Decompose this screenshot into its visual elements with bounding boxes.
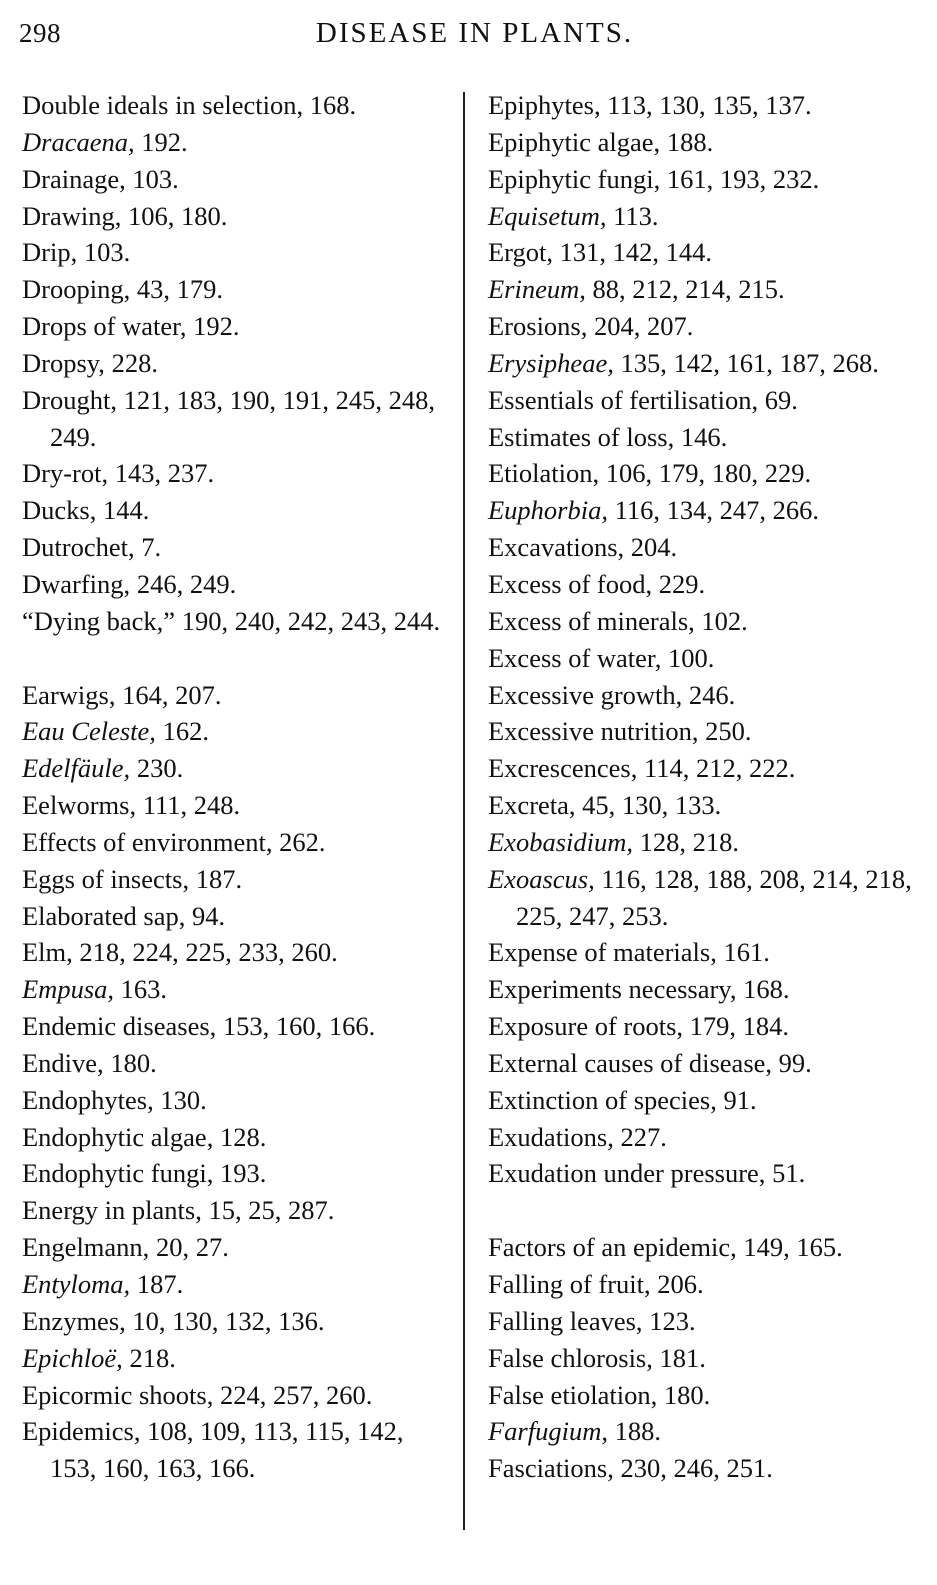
- index-entry: [488, 971, 918, 1008]
- index-column-right: [488, 87, 918, 1487]
- index-term: Exposure of roots,: [488, 1011, 684, 1042]
- index-term: Epiphytic fungi,: [488, 163, 661, 194]
- index-entry: [22, 713, 452, 750]
- index-term: Dropsy,: [22, 347, 105, 378]
- index-page-refs: 230, 246, 251.: [620, 1453, 773, 1484]
- index-page-refs: 187.: [136, 1269, 184, 1299]
- index-term: Endemic diseases,: [22, 1011, 217, 1042]
- index-entry: [22, 787, 452, 824]
- index-page-refs: 192.: [193, 311, 240, 342]
- index-term: Erosions,: [488, 311, 588, 342]
- index-page-refs: 192.: [141, 126, 188, 157]
- index-term: Excess of food,: [488, 568, 653, 599]
- index-entry: [22, 1413, 452, 1487]
- index-page-refs: 224, 257, 260.: [220, 1379, 373, 1410]
- index-page-refs: 143, 237.: [114, 458, 215, 489]
- index-term: Epiphytic algae,: [488, 126, 661, 157]
- index-term: Expense of materials,: [488, 937, 717, 968]
- index-term: Epiphytes,: [488, 90, 601, 120]
- index-term: Edelfäule,: [22, 753, 131, 784]
- index-entry: [488, 861, 918, 935]
- index-entry: [22, 161, 452, 198]
- index-entry: [22, 677, 452, 714]
- index-term: Ducks,: [22, 495, 97, 526]
- index-term: Dwarfing,: [22, 568, 131, 599]
- index-page-refs: 94.: [191, 900, 226, 931]
- index-entry: [488, 1340, 918, 1377]
- index-term: Equisetum,: [488, 200, 607, 231]
- index-page-refs: 250.: [705, 716, 752, 747]
- index-term: Elaborated sap,: [22, 900, 186, 931]
- index-page-refs: 193.: [220, 1158, 267, 1189]
- index-entry: [488, 677, 918, 714]
- index-term: Falling leaves,: [488, 1305, 643, 1336]
- index-entry: [22, 1008, 452, 1045]
- index-page-refs: 181.: [659, 1342, 706, 1373]
- index-page-refs: 180.: [663, 1379, 711, 1410]
- index-term: Etiolation,: [488, 458, 600, 489]
- index-page-refs: 114, 212, 222.: [643, 753, 796, 784]
- index-entry: [488, 124, 918, 161]
- index-entry: [488, 1450, 918, 1487]
- index-term: Endophytic fungi,: [22, 1158, 214, 1189]
- index-entry: [22, 1045, 452, 1082]
- index-page-refs: 116, 134, 247, 266.: [614, 495, 820, 526]
- index-term: Endophytic algae,: [22, 1121, 214, 1152]
- index-page-refs: 131, 142, 144.: [559, 237, 713, 268]
- index-term: Entyloma,: [22, 1269, 131, 1299]
- index-term: False chlorosis,: [488, 1342, 653, 1373]
- index-page-refs: 228.: [111, 347, 158, 378]
- index-term: Experiments necessary,: [488, 974, 737, 1005]
- index-page-refs: 102.: [701, 605, 748, 636]
- index-term: Dutrochet,: [22, 532, 135, 563]
- index-page-refs: 130.: [160, 1084, 207, 1115]
- index-term: Epicormic shoots,: [22, 1379, 214, 1410]
- index-term: Endive,: [22, 1047, 104, 1078]
- index-term: Eggs of insects,: [22, 863, 190, 894]
- index-term: Eelworms,: [22, 790, 137, 821]
- index-entry: [22, 1377, 452, 1414]
- index-term: Factors of an epidemic,: [488, 1232, 737, 1263]
- index-page-refs: 227.: [620, 1121, 667, 1152]
- index-term: Double ideals in selection,: [22, 90, 304, 120]
- index-page-refs: 10, 130, 132, 136.: [132, 1305, 325, 1336]
- index-entry: [488, 824, 918, 861]
- index-entry: [22, 750, 452, 787]
- index-page-refs: 106, 179, 180, 229.: [605, 458, 812, 489]
- index-entry: [22, 382, 452, 456]
- index-entry: [488, 713, 918, 750]
- index-page-refs: 99.: [778, 1047, 812, 1078]
- index-term: Drooping,: [22, 274, 131, 305]
- index-page-refs: 106, 180.: [127, 200, 228, 231]
- index-entry: [22, 824, 452, 861]
- index-term: Estimates of loss,: [488, 421, 675, 452]
- index-page-refs: 262.: [279, 826, 326, 857]
- index-term: False etiolation,: [488, 1379, 658, 1410]
- index-entry: [488, 87, 918, 124]
- index-entry: [488, 603, 918, 640]
- column-divider: [463, 92, 465, 1530]
- index-page-refs: 103.: [132, 163, 179, 194]
- index-page-refs: 123.: [649, 1305, 696, 1336]
- index-entry: [488, 455, 918, 492]
- index-term: Excavations,: [488, 532, 625, 563]
- index-term: Eau Celeste,: [22, 716, 156, 747]
- index-term: External causes of disease,: [488, 1047, 773, 1078]
- index-page-refs: 187.: [195, 863, 243, 894]
- index-entry: [22, 345, 452, 382]
- index-entry: [22, 308, 452, 345]
- index-page-refs: 188.: [666, 126, 714, 157]
- index-entry: [22, 1303, 452, 1340]
- index-page-refs: 162.: [162, 716, 209, 747]
- index-entry: [488, 419, 918, 456]
- index-entry: [488, 1303, 918, 1340]
- index-entry: [22, 271, 452, 308]
- index-entry: [488, 1266, 918, 1303]
- index-entry: [22, 492, 452, 529]
- index-term: Energy in plants,: [22, 1195, 202, 1226]
- index-entry: [22, 1082, 452, 1119]
- index-page-refs: 111, 248.: [142, 790, 241, 821]
- index-page-refs: 45, 130, 133.: [582, 790, 722, 821]
- index-page-refs: 218, 224, 225, 233, 260.: [79, 937, 338, 968]
- index-entry: [22, 87, 452, 124]
- index-entry: [22, 1340, 452, 1377]
- index-page-refs: 7.: [141, 532, 162, 563]
- index-entry: [488, 345, 918, 382]
- index-page-refs: 164, 207.: [122, 679, 222, 710]
- index-page-refs: 180.: [110, 1047, 157, 1078]
- index-term: Essentials of fertilisation,: [488, 384, 759, 415]
- index-term: Falling of fruit,: [488, 1269, 651, 1299]
- index-term: Excess of minerals,: [488, 605, 695, 636]
- index-page-refs: 121, 183, 190, 191, 245, 248, 249.: [50, 384, 435, 452]
- index-term: Engelmann,: [22, 1232, 150, 1263]
- index-entry: [488, 750, 918, 787]
- page-number: 298: [19, 18, 61, 48]
- index-term: Euphorbia,: [488, 495, 608, 526]
- index-entry: [488, 1008, 918, 1045]
- index-term: Exobasidium,: [488, 826, 633, 857]
- index-term: Drought,: [22, 384, 117, 415]
- index-page-refs: 91.: [723, 1084, 757, 1115]
- index-entry: [488, 1082, 918, 1119]
- index-page-refs: 88, 212, 214, 215.: [592, 274, 785, 305]
- index-term: Effects of environment,: [22, 826, 273, 857]
- index-term: Empusa,: [22, 974, 115, 1005]
- index-entry: [488, 492, 918, 529]
- index-page-refs: 113, 130, 135, 137.: [607, 90, 812, 120]
- index-entry: [22, 934, 452, 971]
- index-page-refs: 103.: [83, 237, 131, 268]
- index-entry: [488, 1377, 918, 1414]
- index-term: Endophytes,: [22, 1084, 154, 1115]
- index-page-refs: 218.: [129, 1342, 176, 1373]
- index-page-refs: 116, 128, 188, 208, 214, 218, 225, 247, 253.: [516, 863, 912, 931]
- index-page-refs: 69.: [764, 384, 798, 415]
- index-entry: [22, 603, 452, 640]
- index-term: Enzymes,: [22, 1305, 126, 1336]
- index-page-refs: 179, 184.: [689, 1011, 790, 1042]
- index-entry: [488, 529, 918, 566]
- index-entry: [22, 566, 452, 603]
- index-entry: [488, 787, 918, 824]
- index-page-refs: 161, 193, 232.: [666, 163, 820, 194]
- index-term: Exudations,: [488, 1121, 614, 1152]
- index-page-refs: 128, 218.: [639, 826, 739, 857]
- index-entry: [488, 1229, 918, 1266]
- index-entry: [22, 1192, 452, 1229]
- index-page-refs: 190, 240, 242, 243, 244.: [181, 605, 441, 636]
- index-page-refs: 43, 179.: [136, 274, 223, 305]
- index-page-refs: 161.: [723, 937, 770, 968]
- index-term: Extinction of species,: [488, 1084, 717, 1115]
- index-page-refs: 15, 25, 287.: [208, 1195, 335, 1226]
- index-entry: [22, 529, 452, 566]
- index-term: Drip,: [22, 237, 78, 268]
- index-term: “Dying back,”: [22, 605, 176, 636]
- index-term: Drawing,: [22, 200, 122, 231]
- index-entry: [22, 1266, 452, 1303]
- index-entry: [22, 198, 452, 235]
- index-term: Earwigs,: [22, 679, 116, 710]
- index-entry: [22, 971, 452, 1008]
- index-term: Ergot,: [488, 237, 554, 268]
- index-page-refs: 168.: [743, 974, 790, 1005]
- index-entry: [22, 861, 452, 898]
- index-term: Dry-rot,: [22, 458, 109, 489]
- index-page-refs: 100.: [667, 642, 715, 673]
- index-entry: [488, 1155, 918, 1192]
- index-entry: [488, 934, 918, 971]
- index-page-refs: 128.: [219, 1121, 267, 1152]
- index-page-refs: 206.: [657, 1269, 704, 1299]
- index-term: Excessive growth,: [488, 679, 683, 710]
- index-page-refs: 188.: [614, 1416, 661, 1447]
- index-term: Excrescences,: [488, 753, 638, 784]
- index-term: Drops of water,: [22, 311, 187, 342]
- index-entry: [488, 161, 918, 198]
- index-entry: [488, 308, 918, 345]
- index-entry: [488, 1119, 918, 1156]
- index-term: Epidemics,: [22, 1416, 141, 1447]
- index-entry: [488, 640, 918, 677]
- index-page-refs: 108, 109, 113, 115, 142, 153, 160, 163, 166.: [50, 1416, 404, 1484]
- index-page-refs: 113.: [613, 200, 659, 231]
- index-term: Excessive nutrition,: [488, 716, 699, 747]
- index-entry: [488, 382, 918, 419]
- index-page-refs: 168.: [309, 90, 357, 120]
- index-term: Epichloë,: [22, 1342, 123, 1373]
- index-page-refs: 246, 249.: [136, 568, 237, 599]
- index-entry: [22, 234, 452, 271]
- index-page-refs: 229.: [658, 568, 706, 599]
- index-term: Erysipheae,: [488, 347, 614, 378]
- index-term: Excess of water,: [488, 642, 662, 673]
- index-page-refs: 149, 165.: [743, 1232, 843, 1263]
- index-page-refs: 135, 142, 161, 187, 268.: [620, 347, 879, 378]
- index-entry: [22, 898, 452, 935]
- index-page-refs: 230.: [136, 753, 184, 784]
- index-term: Drainage,: [22, 163, 126, 194]
- index-term: Elm,: [22, 937, 73, 968]
- index-entry: [22, 124, 452, 161]
- index-entry: [488, 198, 918, 235]
- index-term: Erineum,: [488, 274, 586, 305]
- index-entry: [22, 1119, 452, 1156]
- index-page-refs: 204, 207.: [594, 311, 694, 342]
- index-term: Fasciations,: [488, 1453, 614, 1484]
- index-entry: [22, 1155, 452, 1192]
- index-term: Exudation under pressure,: [488, 1158, 766, 1189]
- index-term: Exoascus,: [488, 863, 595, 894]
- index-entry: [488, 1413, 918, 1450]
- index-page-refs: 204.: [630, 532, 678, 563]
- index-page-refs: 51.: [772, 1158, 806, 1189]
- index-page-refs: 246.: [688, 679, 736, 710]
- index-term: Dracaena,: [22, 126, 135, 157]
- index-entry: [22, 1229, 452, 1266]
- index-entry: [488, 1045, 918, 1082]
- index-page-refs: 20, 27.: [155, 1232, 229, 1263]
- index-page-refs: 163.: [120, 974, 168, 1005]
- index-page-refs: 146.: [680, 421, 728, 452]
- index-entry: [488, 234, 918, 271]
- index-term: Farfugium,: [488, 1416, 608, 1447]
- running-head: DISEASE IN PLANTS.: [315, 17, 634, 49]
- index-column-left: [22, 87, 452, 1487]
- index-term: Excreta,: [488, 790, 576, 821]
- index-page-refs: 144.: [102, 495, 150, 526]
- index-entry: [488, 271, 918, 308]
- index-entry: [22, 455, 452, 492]
- index-entry: [488, 566, 918, 603]
- index-page-refs: 153, 160, 166.: [222, 1011, 376, 1042]
